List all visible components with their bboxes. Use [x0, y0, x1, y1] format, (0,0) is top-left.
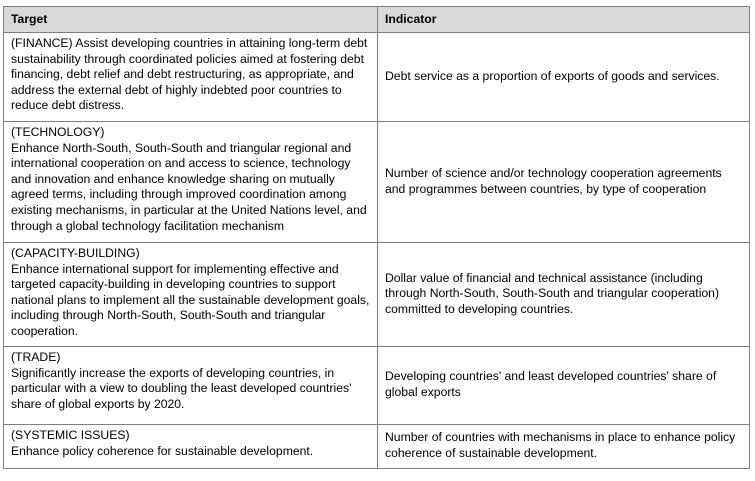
target-text-finance: (FINANCE) Assist developing countries in attaining long-term debt sustainability through coordinated policies aimed at fostering debt financing, debt relief and debt restructuring, as appropriate, and address the external debt of highly indebted poor countries to reduce debt distress.: [11, 36, 368, 113]
indicator-cell-trade: Developing countries' and least developed countries' share of global exports: [378, 347, 750, 425]
indicator-cell-technology: Number of science and/or technology cooperation agreements and programmes between countries, by type of cooperation: [378, 122, 750, 243]
sdg-target-indicator-table-wrapper: [3, 6, 750, 469]
target-cell-finance: [4, 33, 378, 122]
indicator-cell-finance: Debt service as a proportion of exports of goods and services.: [378, 33, 750, 122]
target-cell-capacity-building: [4, 243, 378, 347]
target-desc-systemic-issues: Enhance policy coherence for sustainable development.: [11, 443, 314, 458]
table-row-trade: [4, 347, 750, 425]
target-desc-technology: Enhance North-South, South-South and triangular regional and international cooperation on and access to science, technology and innovation and enhance knowledge sharing on mutually agreed terms, including through improved coordination among existing mechanisms, in particular at the United Nations level, and through a global technology facilitation mechanism: [11, 140, 367, 233]
target-desc-capacity-building: Enhance international support for implementing effective and targeted capacity-building in developing countries to support national plans to implement all the sustainable development goals, including through North-South, South-South and triangular cooperation.: [11, 261, 370, 338]
table-row-systemic-issues: [4, 425, 750, 469]
table-row-capacity-building: [4, 243, 750, 347]
target-cell-trade: [4, 347, 378, 425]
table-row-finance: [4, 33, 750, 122]
table-row-technology: [4, 122, 750, 243]
target-cell-technology: [4, 122, 378, 243]
sdg-target-indicator-table: [3, 6, 750, 469]
target-tag-capacity-building: (CAPACITY-BUILDING): [11, 246, 140, 260]
column-header-target: Target: [4, 7, 378, 33]
column-header-indicator: Indicator: [378, 7, 750, 33]
target-tag-trade: (TRADE): [11, 350, 61, 364]
indicator-cell-systemic-issues: Number of countries with mechanisms in place to enhance policy coherence of sustainable development.: [378, 425, 750, 469]
target-cell-systemic-issues: [4, 425, 378, 469]
target-tag-systemic-issues: (SYSTEMIC ISSUES): [11, 428, 130, 442]
target-tag-technology: (TECHNOLOGY): [11, 125, 105, 139]
indicator-cell-capacity-building: Dollar value of financial and technical assistance (including through North-South, South-South and triangular cooperation) committed to developing countries.: [378, 243, 750, 347]
target-desc-trade: Significantly increase the exports of developing countries, in particular with a view to doubling the least developed countries' share of global exports by 2020.: [11, 365, 352, 411]
table-header-row: [4, 7, 750, 33]
